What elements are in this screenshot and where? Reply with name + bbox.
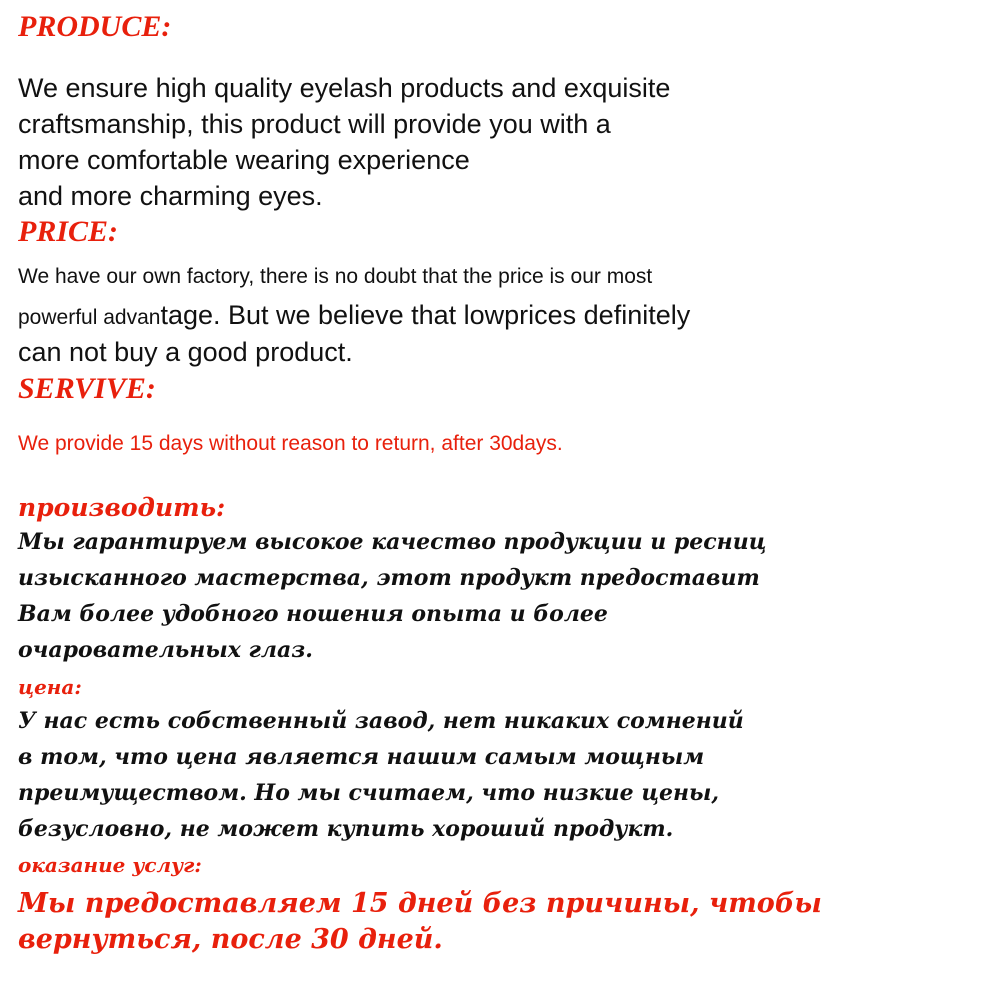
ru-produce-text-line: очаровательных глаз. [18,637,313,663]
ru-produce-text-line: Вам более удобного ношения опыта и более [18,601,608,627]
price-text-line: We have our own factory, there is no doubt that the price is our most [18,265,653,288]
service-heading: SERVIVE: [18,372,156,405]
ru-price-text-line: преимуществом. Но мы считаем, что низкие цены, [18,780,720,806]
ru-produce-heading: производить: [18,493,226,522]
price-heading: PRICE: [18,215,119,248]
ru-price-text-line: в том, что цена является нашим самым мощным [18,744,705,770]
price-text-small: powerful advan [18,306,161,329]
ru-service-text-line: Мы предоставляем 15 дней без причины, чтобы [18,888,822,919]
produce-text-line: We ensure high quality eyelash products and exquisite [18,73,671,103]
ru-price-text-line: У нас есть собственный завод, нет никаких сомнений [18,708,744,734]
produce-text-line: and more charming eyes. [18,181,323,211]
price-text-large: tage. But we believe that lowprices definitely [160,300,691,330]
produce-text-line: craftsmanship, this product will provide you with a [18,109,611,139]
ru-service-text-line: вернуться, после 30 дней. [18,924,443,955]
ru-produce-text-line: изысканного мастерства, этот продукт предоставит [18,565,760,591]
ru-produce-text-line: Мы гарантируем высокое качество продукции и ресниц [18,529,767,555]
produce-text-line: more comfortable wearing experience [18,145,470,175]
ru-price-text-line: безусловно, не может купить хороший продукт. [18,816,674,842]
service-text-line: We provide 15 days without reason to return, after 30days. [18,432,563,455]
price-text-line: can not buy a good product. [18,337,353,367]
price-text-line [18,300,690,331]
ru-price-heading: цена: [18,675,82,699]
produce-heading: PRODUCE: [18,10,172,43]
ru-service-heading: оказание услуг: [18,853,202,877]
